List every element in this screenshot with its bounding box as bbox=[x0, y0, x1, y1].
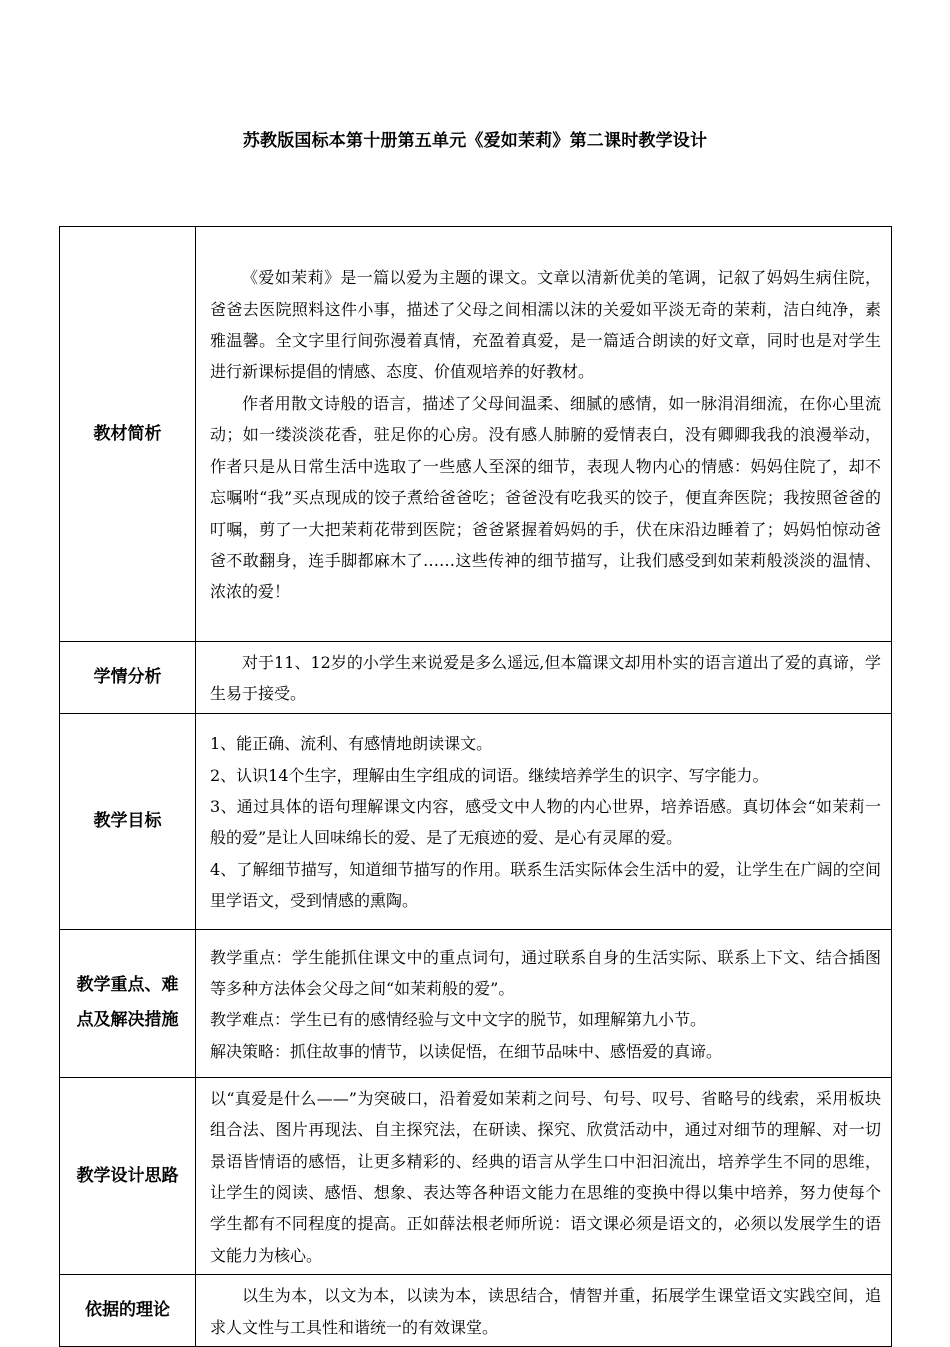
paragraph: 《爱如茉莉》是一篇以爱为主题的课文。文章以清新优美的笔调，记叙了妈妈生病住院，爸爸去医院照料这件小事，描述了父母之间相濡以沫的关爱如平淡无奇的茉莉，洁白纯净，素雅温馨。全文字里行间弥漫着真情，充盈着真爱，是一篇适合朗读的好文章，同时也是对学生进行新课标提倡的情感、态度、价值观培养的好教材。 bbox=[210, 268, 881, 382]
row-label-design-approach: 教学设计思路 bbox=[60, 1077, 196, 1274]
label-line: 点及解决措施 bbox=[76, 1010, 179, 1031]
row-label-theory-basis: 依据的理论 bbox=[60, 1275, 196, 1347]
row-student-analysis bbox=[60, 642, 892, 714]
row-teaching-goals bbox=[60, 713, 892, 929]
paragraph: 解决策略：抓住故事的情节，以读促悟，在细节品味中、感悟爱的真谛。 bbox=[210, 1041, 723, 1061]
row-content-teaching-goals bbox=[196, 713, 892, 929]
paragraph: 对于11、12岁的小学生来说爱是多么遥远,但本篇课文却用朴实的语言道出了爱的真谛，学生易于接受。 bbox=[210, 653, 881, 704]
row-design-approach bbox=[60, 1077, 892, 1274]
row-textbook-analysis bbox=[60, 227, 892, 642]
row-label-teaching-goals: 教学目标 bbox=[60, 713, 196, 929]
goal-item: 4、了解细节描写，知道细节描写的作用。联系生活实际体会生活中的爱，让学生在广阔的空间里学语文，受到情感的熏陶。 bbox=[210, 859, 881, 911]
paragraph: 以生为本，以文为本，以读为本，读思结合，情智并重，拓展学生课堂语文实践空间，追求人文性与工具性和谐统一的有效课堂。 bbox=[210, 1286, 881, 1337]
row-key-points bbox=[60, 929, 892, 1077]
label-line: 教学重点、难 bbox=[76, 975, 179, 996]
paragraph: 教学难点：学生已有的感情经验与文中文字的脱节，如理解第九小节。 bbox=[210, 1010, 707, 1030]
row-theory-basis bbox=[60, 1275, 892, 1347]
goal-item: 3、通过具体的语句理解课文内容，感受文中人物的内心世界，培养语感。真切体会“如茉莉一般的爱”是让人回味绵长的爱、是了无痕迹的爱、是心有灵犀的爱。 bbox=[210, 796, 881, 848]
row-content-textbook-analysis bbox=[196, 227, 892, 642]
row-content-key-points bbox=[196, 929, 892, 1077]
row-label-student-analysis: 学情分析 bbox=[60, 642, 196, 714]
lesson-plan-table bbox=[59, 226, 892, 1347]
document-title: 苏教版国标本第十册第五单元《爱如茉莉》第二课时教学设计 bbox=[242, 131, 708, 151]
row-content-theory-basis bbox=[196, 1275, 892, 1347]
paragraph: 教学重点：学生能抓住课文中的重点词句，通过联系自身的生活实际、联系上下文、结合插图等多种方法体会父母之间“如茉莉般的爱”。 bbox=[210, 947, 881, 998]
paragraph: 作者用散文诗般的语言，描述了父母间温柔、细腻的感情，如一脉涓涓细流，在你心里流动；如一缕淡淡花香，驻足你的心房。没有感人肺腑的爱情表白，没有卿卿我我的浪漫举动，作者只是从日常生活中选取了一些感人至深的细节，表现人物内心的情感：妈妈住院了，却不忘嘱咐“我”买点现成的饺子煮给爸爸吃；爸爸没有吃我买的饺子，便直奔医院；我按照爸爸的叮嘱，剪了一大把茉莉花带到医院；爸爸紧握着妈妈的手，伏在床沿边睡着了；妈妈怕惊动爸爸不敢翻身，连手脚都麻木了……这些传神的细节描写，让我们感受到如茉莉般淡淡的温情、浓浓的爱！ bbox=[210, 393, 881, 602]
row-label-textbook-analysis: 教材简析 bbox=[60, 227, 196, 642]
goal-item: 1、能正确、流利、有感情地朗读课文。 bbox=[210, 734, 493, 754]
row-content-design-approach bbox=[196, 1077, 892, 1274]
row-label-key-points bbox=[60, 929, 196, 1077]
goal-item: 2、认识14个生字，理解由生字组成的词语。继续培养学生的识字、写字能力。 bbox=[210, 765, 769, 785]
paragraph: 以“真爱是什么——”为突破口，沿着爱如茉莉之问号、句号、叹号、省略号的线索，采用板块组合法、图片再现法、自主探究法，在研读、探究、欣赏活动中，通过对细节的理解、对一切景语皆情语的感悟，让更多精彩的、经典的语言从学生口中汩汩流出，培养学生不同的思维，让学生的阅读、感悟、想象、表达等各种语文能力在思维的变换中得以集中培养，努力使每个学生都有不同程度的提高。正如薛法根老师所说：语文课必须是语文的，必须以发展学生的语文能力为核心。 bbox=[210, 1088, 881, 1265]
row-content-student-analysis bbox=[196, 642, 892, 714]
